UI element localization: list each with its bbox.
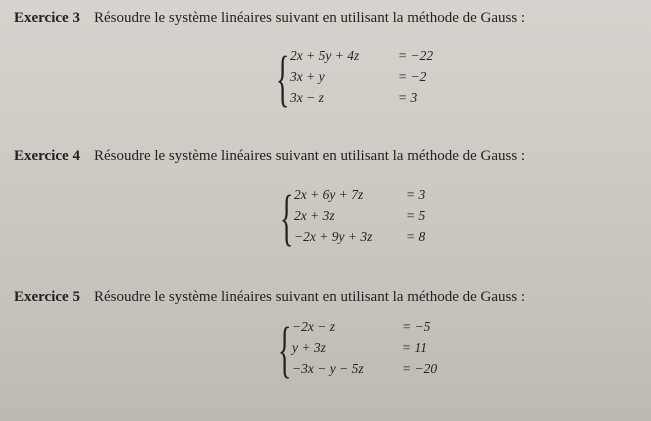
- equation-rhs: = 11: [402, 340, 427, 355]
- exercise-title: Exercice 5: [14, 289, 80, 305]
- left-brace: {: [280, 184, 294, 252]
- equation-lhs: −2x + 9y + 3z: [294, 229, 373, 244]
- equation-rhs: = −2: [398, 69, 427, 84]
- equation-system: [280, 184, 480, 253]
- equation-lhs: 2x + 6y + 7z: [294, 187, 364, 202]
- exercise-instruction: Résoudre le système linéaires suivant en utilisant la méthode de Gauss :: [93, 10, 526, 26]
- equation-lhs: y + 3z: [292, 340, 326, 355]
- equation-lhs: 3x − z: [290, 90, 324, 105]
- exercise-heading: [14, 10, 525, 27]
- equation-lhs: −2x − z: [292, 319, 335, 334]
- equation-lhs: 2x + 5y + 4z: [290, 48, 360, 63]
- equation-lhs: 3x + y: [290, 69, 325, 84]
- exercise-heading: [14, 148, 525, 165]
- equation-rhs: = 3: [406, 187, 426, 202]
- exercise-heading: [14, 289, 525, 306]
- exercise-title: Exercice 3: [14, 10, 80, 26]
- exercise-title: Exercice 4: [14, 148, 80, 164]
- equation-rhs: = 3: [398, 90, 418, 105]
- left-brace: {: [278, 316, 292, 384]
- equation-system: [278, 316, 478, 385]
- equation-rhs: = −20: [402, 361, 438, 376]
- exercise-instruction: Résoudre le système linéaires suivant en utilisant la méthode de Gauss :: [93, 289, 526, 305]
- equation-rhs: = −22: [398, 48, 434, 63]
- equation-lhs: 2x + 3z: [294, 208, 335, 223]
- equation-system: [276, 45, 476, 114]
- equation-lhs: −3x − y − 5z: [292, 361, 364, 376]
- equation-rhs: = 5: [406, 208, 426, 223]
- left-brace: {: [276, 45, 290, 113]
- equation-rhs: = −5: [402, 319, 431, 334]
- exercise-instruction: Résoudre le système linéaires suivant en utilisant la méthode de Gauss :: [93, 148, 526, 164]
- equation-rhs: = 8: [406, 229, 426, 244]
